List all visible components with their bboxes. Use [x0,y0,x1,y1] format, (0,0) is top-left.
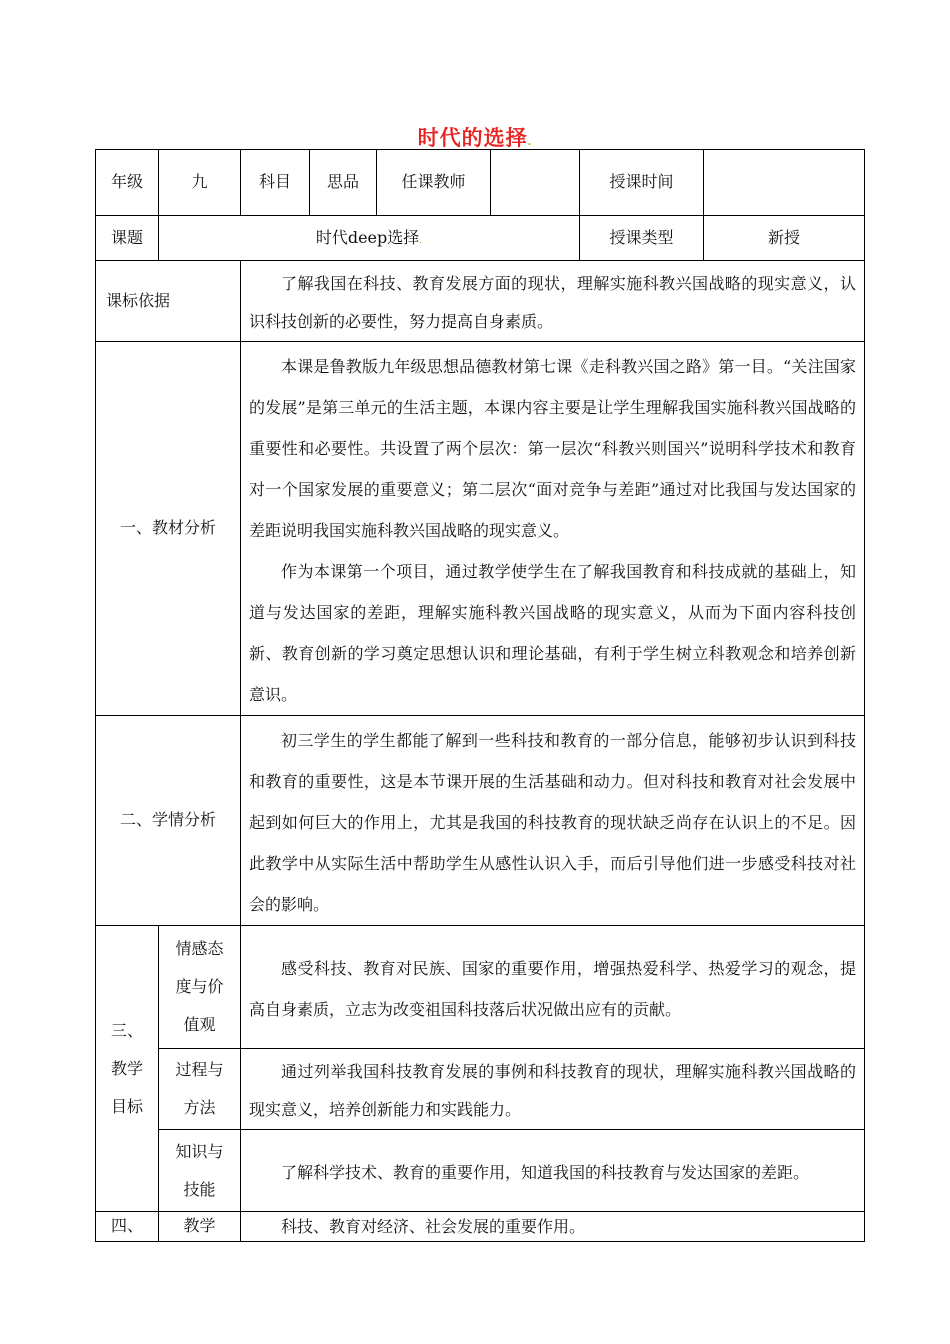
header-row [96,150,865,216]
student-analysis-label: 二、学情分析 [96,716,241,926]
type-label: 授课类型 [580,216,704,261]
focus-text: 科技、教育对经济、社会发展的重要作用。 [241,1212,865,1242]
document-title: 时代的选择. [417,126,533,150]
objectives-label-b: 目标 [110,1096,143,1116]
teacher-value [491,150,580,216]
objective-label-emotion: 情感态度与价值观 [159,926,241,1049]
textbook-analysis-text [241,342,865,716]
textbook-analysis-row [96,342,865,716]
textbook-analysis-label: 一、教材分析 [96,342,241,716]
grade-value: 九 [159,150,241,216]
objective-text-knowledge: 了解科学技术、教育的重要作用，知道我国的科技教育与发达国家的差距。 [241,1130,865,1212]
subject-value: 思品 [310,150,377,216]
objective-row-emotion [96,926,865,1049]
objective-text-process: 通过列举我国科技教育发展的事例和科技教育的现状，理解实施科教兴国战略的现实意义，培养创新能力和实践能力。 [241,1049,865,1130]
focus-label: 教学 [159,1212,241,1242]
time-label: 授课时间 [580,150,704,216]
student-analysis-text: 初三学生的学生都能了解到一些科技和教育的一部分信息，能够初步认识到科技和教育的重要性，这是本节课开展的生活基础和动力。但对科技和教育对社会发展中起到如何巨大的作用上，尤其是我国的科技教育的现状缺乏尚存在认识上的不足。因此教学中从实际生活中帮助学生从感性认识入手，而后引导他们进一步感受科技对社会的影响。 [241,716,865,926]
objective-label-process: 过程与方法 [159,1049,241,1130]
subject-label: 科目 [241,150,310,216]
grade-label: 年级 [96,150,159,216]
topic-label: 课题 [96,216,159,261]
objectives-label-a: 教学 [110,1058,143,1078]
student-analysis-row [96,716,865,926]
time-value [704,150,865,216]
objective-row-process [96,1049,865,1130]
standard-label: 课标依据 [96,261,241,342]
teacher-label: 任课教师 [377,150,491,216]
standard-row [96,261,865,342]
textbook-analysis-p1: 本课是鲁教版九年级思想品德教材第七课《走科教兴国之路》第一目。“关注国家的发展”是第三单元的生活主题，本课内容主要是让学生理解我国实施科教兴国战略的重要性和必要性。共设置了两个层次：第一层次“科教兴则国兴”说明科学技术和教育对一个国家发展的重要意义；第二层次“面对竞争与差距”通过对比我国与发达国家的差距说明我国实施科教兴国战略的现实意义。 [249,357,856,540]
lesson-plan-table [95,149,865,1242]
objective-row-knowledge [96,1130,865,1212]
topic-row [96,216,865,261]
objective-label-knowledge: 知识与技能 [159,1130,241,1212]
objective-text-emotion: 感受科技、教育对民族、国家的重要作用，增强热爱科学、热爱学习的观念，提高自身素质，立志为改变祖国科技落后状况做出应有的贡献。 [241,926,865,1049]
standard-text: 了解我国在科技、教育发展方面的现状，理解实施科教兴国战略的现实意义，认识科技创新的必要性，努力提高自身素质。 [241,261,865,342]
type-value: 新授 [704,216,865,261]
textbook-analysis-p2: 作为本课第一个项目，通过教学使学生在了解我国教育和科技成就的基础上，知道与发达国家的差距，理解实施科教兴国战略的现实意义，从而为下面内容科技创新、教育创新的学习奠定思想认识和理论基础，有利于学生树立科教观念和培养创新意识。 [249,562,856,704]
focus-label-num: 四、 [96,1212,159,1242]
topic-value: 时代deep选择. [159,216,580,261]
objectives-label [96,926,159,1212]
objectives-label-num: 三、 [110,1020,143,1040]
focus-row [96,1212,865,1242]
